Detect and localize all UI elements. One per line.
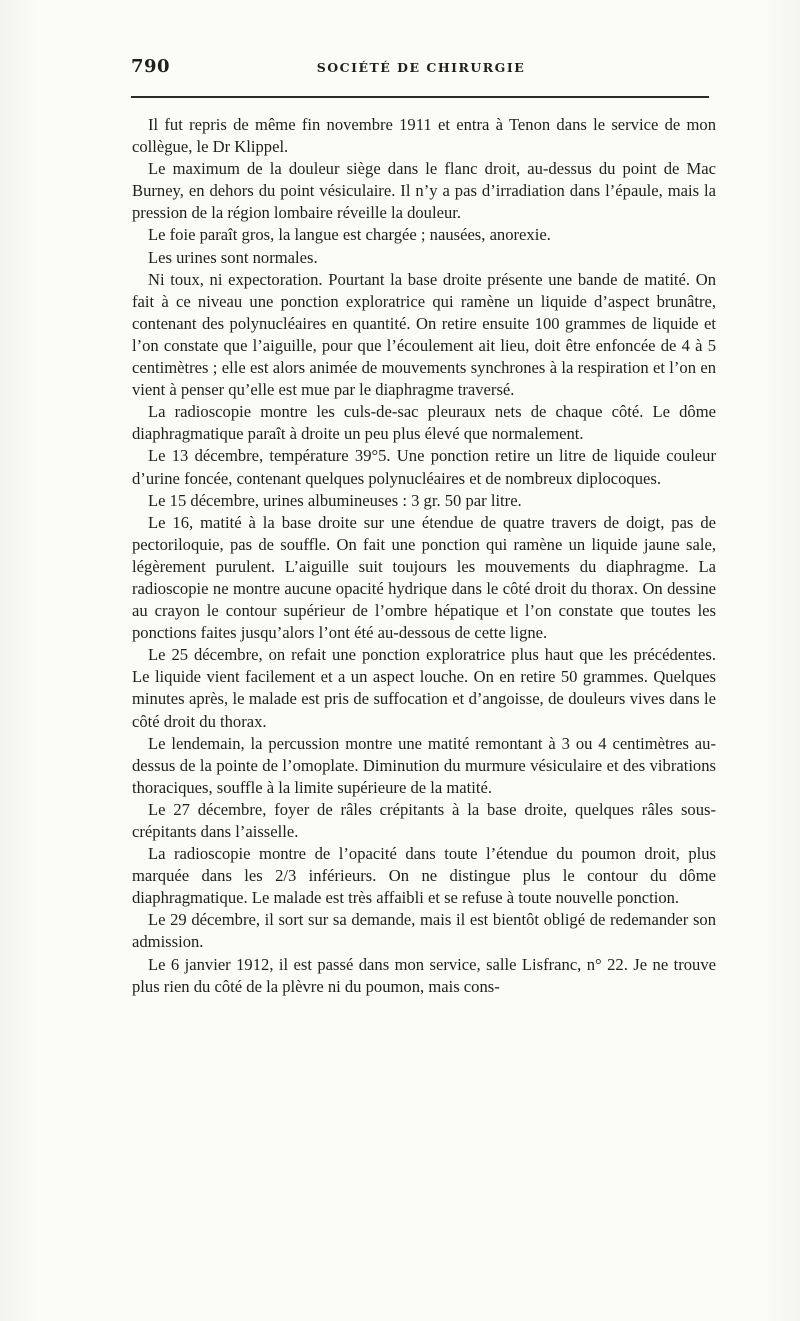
paragraph: Le foie paraît gros, la langue est chargée ; nausées, anorexie.	[148, 225, 551, 245]
paragraph: Le lendemain, la percussion montre une matité remontant à 3 ou 4 centimètres au-dessus de la pointe de l’omoplate. Diminution du murmure vésiculaire et des vibrations thoraciques, souffle à la limite supérieure de la matité.	[132, 733, 716, 797]
paragraph: La radioscopie montre les culs-de-sac pleuraux nets de chaque côté. Le dôme diaphragmatique paraît à droite un peu plus élevé que normalement.	[132, 402, 716, 444]
paragraph: Le 13 décembre, température 39°5. Une ponction retire un litre de liquide couleur d’urine foncée, contenant quelques polynucléaires et de nombreux diplocoques.	[132, 446, 716, 488]
paragraph: Le maximum de la douleur siège dans le flanc droit, au-dessus du point de Mac Burney, en dehors du point vésiculaire. Il n’y a pas d’irradiation dans l’épaule, mais la pression de la région lombaire réveille la douleur.	[132, 159, 716, 223]
paragraph: Le 16, matité à la base droite sur une étendue de quatre travers de doigt, pas de pectoriloquie, pas de souffle. On fait une ponction qui ramène un liquide jaune sale, légèrement purulent. L’aiguille suit toujours les mouvements du diaphragme. La radioscopie ne montre aucune opacité hydrique dans le côté droit du thorax. On dessine au crayon le contour supérieur de l’ombre hépatique et l’on constate que toutes les ponctions faites jusqu’alors l’ont été au-dessous de cette ligne.	[132, 512, 716, 643]
paragraph: Les urines sont normales.	[148, 247, 318, 267]
header-rule	[131, 96, 709, 98]
paragraph: Le 15 décembre, urines albumineuses : 3 gr. 50 par litre.	[148, 490, 522, 510]
page-header	[131, 56, 711, 86]
paragraph: La radioscopie montre de l’opacité dans toute l’étendue du poumon droit, plus marquée dans les 2/3 inférieurs. On ne distingue plus le contour du dôme diaphragmatique. Le malade est très affaibli et se refuse à toute nouvelle ponction.	[132, 844, 716, 908]
paragraph: Le 6 janvier 1912, il est passé dans mon service, salle Lisfranc, n° 22. Je ne trouve plus rien du côté de la plèvre ni du poumon, mais cons-	[132, 954, 716, 996]
paragraph: Le 29 décembre, il sort sur sa demande, mais il est bientôt obligé de redemander son admission.	[132, 910, 716, 952]
running-title: SOCIÉTÉ DE CHIRURGIE	[316, 60, 526, 75]
paragraph: Le 25 décembre, on refait une ponction exploratrice plus haut que les précédentes. Le liquide vient facilement et a un aspect louche. On en retire 50 grammes. Quelques minutes après, le malade est pris de suffocation et d’angoisse, de douleurs vives dans le côté droit du thorax.	[132, 645, 716, 731]
body-text	[132, 114, 716, 998]
paragraph: Ni toux, ni expectoration. Pourtant la base droite présente une bande de matité. On fait à ce niveau une ponction exploratrice qui ramène un liquide d’aspect brunâtre, contenant des polynucléaires en quantité. On retire ensuite 100 grammes de liquide et l’on constate que l’aiguille, pour que l’écoulement ait lieu, doit être enfoncée de 4 à 5 centimètres ; elle est alors animée de mouvements synchrones à la respiration et l’on en vient à penser qu’elle est mue par le diaphragme traversé.	[132, 269, 716, 400]
paragraph: Le 27 décembre, foyer de râles crépitants à la base droite, quelques râles sous-crépitants dans l’aisselle.	[132, 799, 716, 841]
paragraph: Il fut repris de même fin novembre 1911 et entra à Tenon dans le service de mon collègue, le Dr Klippel.	[132, 115, 716, 157]
page-number: 790	[131, 56, 171, 77]
